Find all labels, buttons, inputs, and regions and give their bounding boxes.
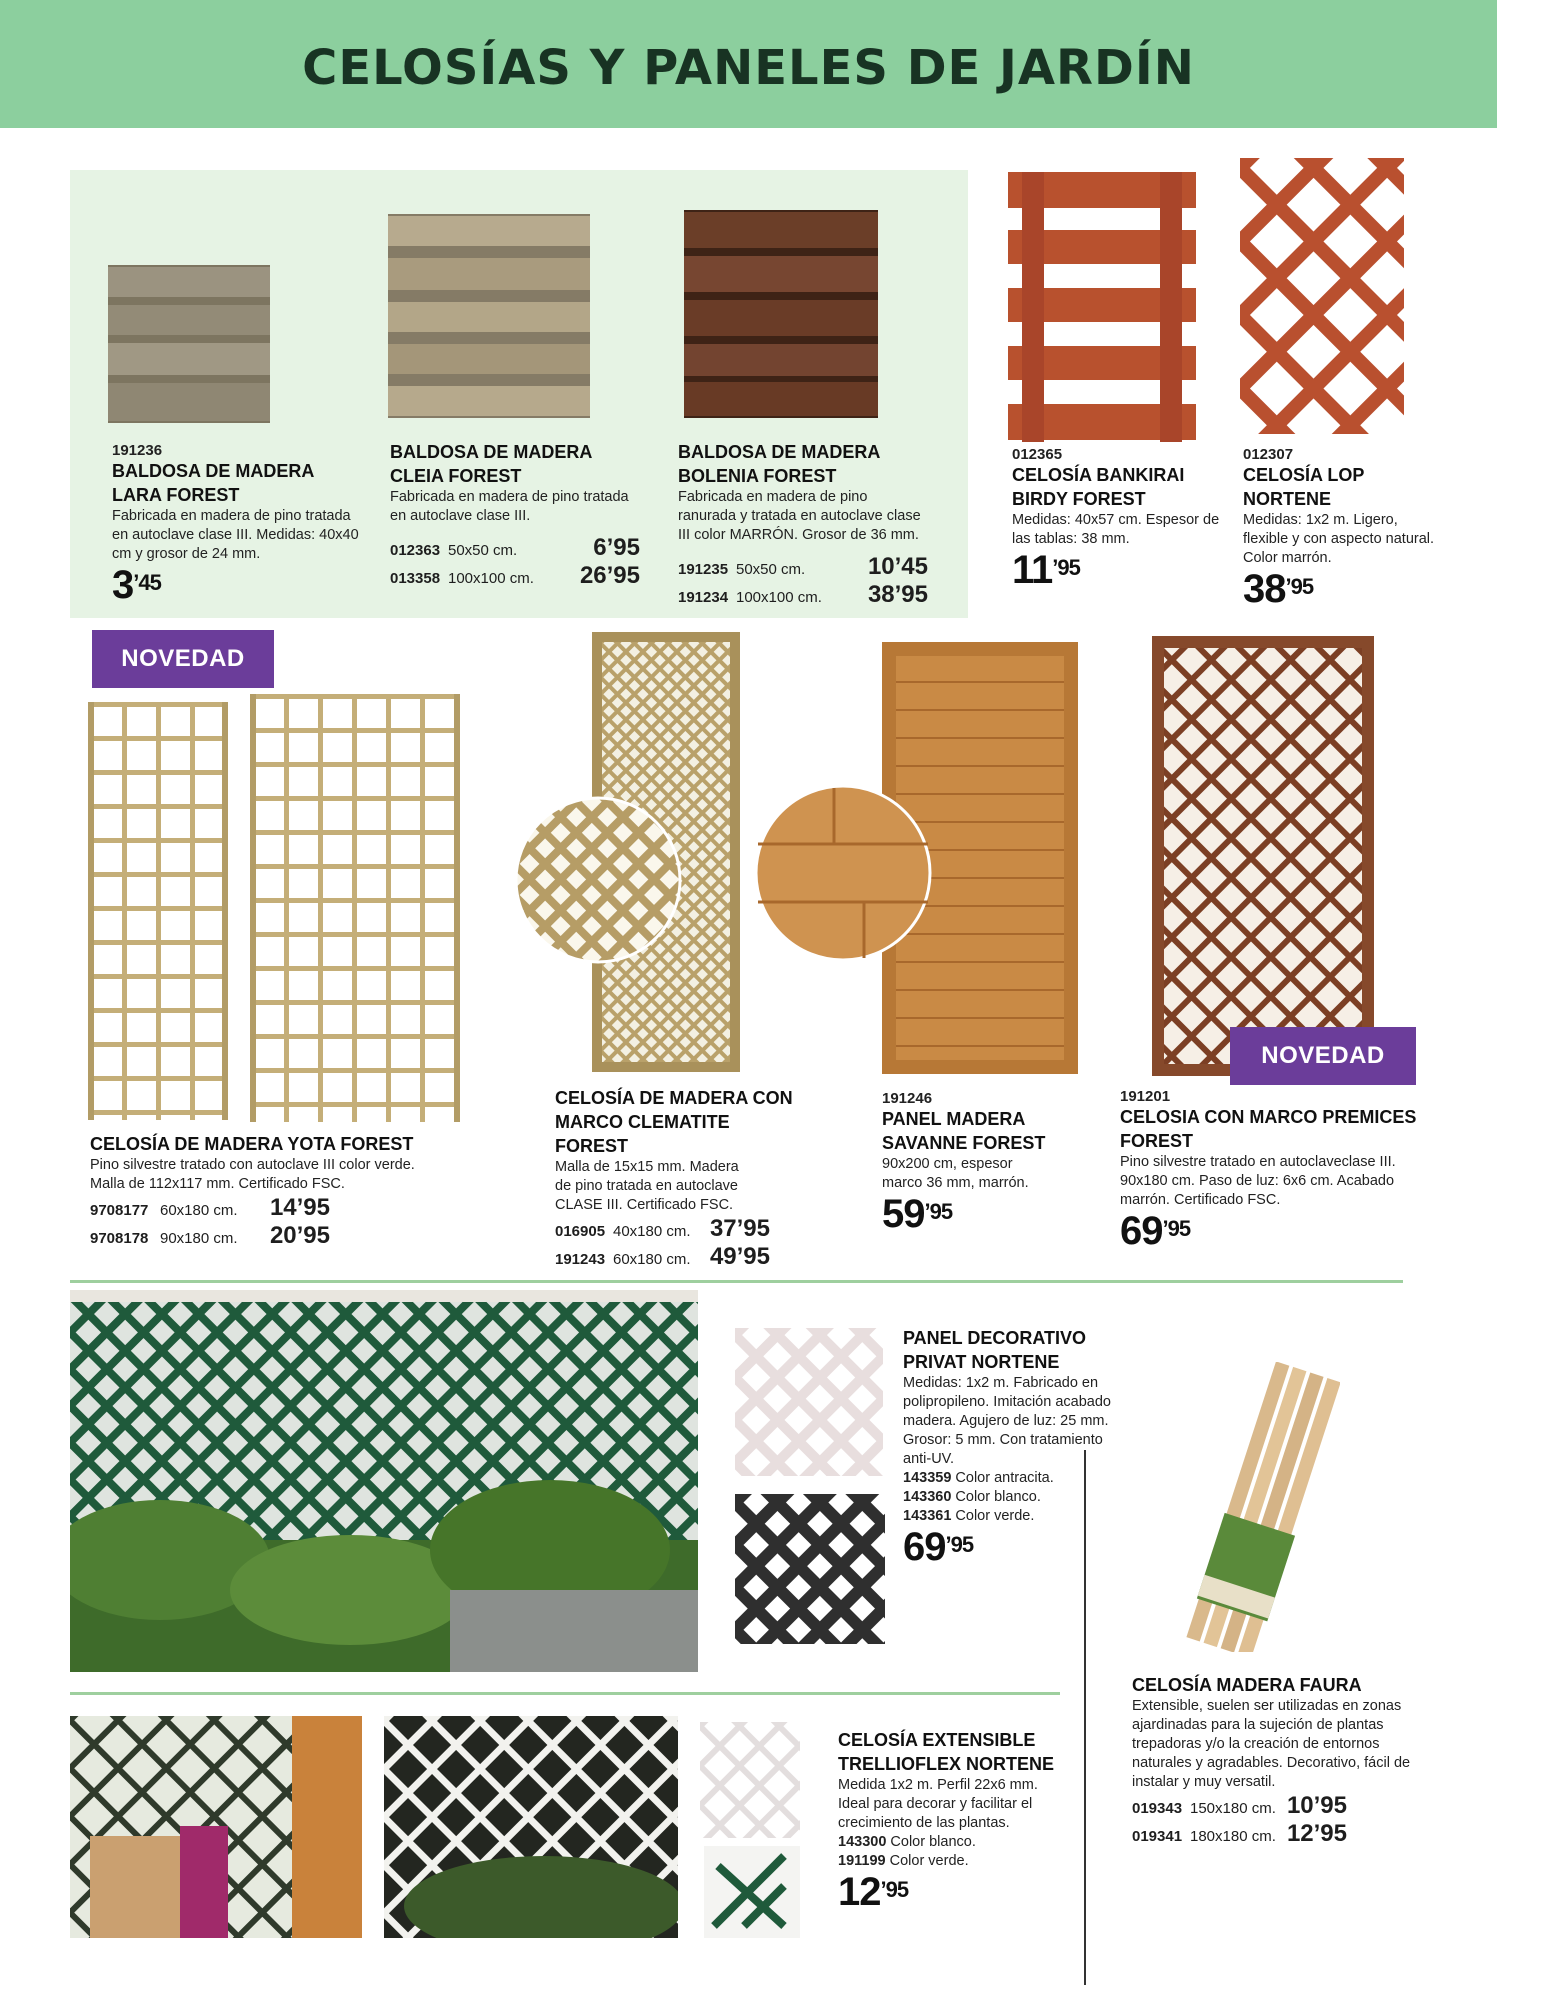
clematite-row-2: 191243 60x180 cm. 49’95 [555, 1243, 770, 1270]
premices-code: 191201 [1120, 1088, 1171, 1105]
premices-desc: Pino silvestre tratado en autoclaveclase III. 90x180 cm. Paso de luz: 6x6 cm. Acabado marrón. Certificado FSC. [1120, 1154, 1396, 1208]
premices-image [1152, 636, 1374, 1076]
clematite-product [555, 1086, 795, 1271]
privat-desc: Medidas: 1x2 m. Fabricado en polipropileno. Imitación acabado madera. Agujero de luz: 25 mm. Grosor: 5 mm. Con tratamiento anti-UV. [903, 1375, 1111, 1467]
bolenia-row-2: 191234 100x100 cm. 38’95 [678, 581, 928, 608]
lara-code: 191236 [112, 442, 163, 459]
yota-wide-image [250, 694, 460, 1122]
faura-title: CELOSÍA MADERA FAURA [1132, 1675, 1362, 1695]
yota-product [90, 1132, 450, 1250]
lara-price: $3^{’45}$ [112, 563, 161, 607]
bolenia-desc: Fabricada en madera de pino ranurada y tratada en autoclave clase III color MARRÓN. Grosor de 36 mm. [678, 489, 921, 543]
birdy-image [1008, 172, 1196, 442]
novedad-badge: NOVEDAD [92, 630, 274, 688]
clematite-title: CELOSÍA DE MADERA CON MARCO CLEMATITE FOREST [555, 1088, 793, 1156]
yota-title: CELOSÍA DE MADERA YOTA FOREST [90, 1134, 414, 1154]
lara-title: BALDOSA DE MADERA LARA FOREST [112, 461, 314, 505]
bolenia-row-1: 191235 50x50 cm. 10’45 [678, 553, 928, 580]
premices-title: CELOSIA CON MARCO PREMICES FOREST [1120, 1107, 1417, 1151]
savanne-desc: 90x200 cm, espesor marco 36 mm, marrón. [882, 1156, 1029, 1191]
bolenia-product [678, 440, 928, 609]
trellis-garden-photo [384, 1716, 678, 1938]
bolenia-title: BALDOSA DE MADERA BOLENIA FOREST [678, 442, 880, 486]
cleia-row-2: 013358 100x100 cm. 26’95 [390, 562, 640, 589]
privat-variant: 143360 Color blanco. [903, 1489, 1041, 1505]
trellis-wall-photo [70, 1716, 362, 1938]
privat-product [903, 1326, 1113, 1568]
faura-desc: Extensible, suelen ser utilizadas en zonas ajardinadas para la sujeción de plantas trepadoras y/o la creación de entornos naturales y agradables. Decorativo, fácil de instalar y muy versatil. [1132, 1698, 1411, 1790]
cleia-row-1: 012363 50x50 cm. 6’95 [390, 534, 640, 561]
premices-price: $69^{’95}$ [1120, 1209, 1191, 1253]
lop-title: CELOSÍA LOP NORTENE [1243, 465, 1365, 509]
trellioflex-title: CELOSÍA EXTENSIBLE TRELLIOFLEX NORTENE [838, 1730, 1054, 1774]
clematite-desc: Malla de 15x15 mm. Madera de pino tratada en autoclave CLASE III. Certificado FSC. [555, 1159, 739, 1213]
birdy-price: $11^{’95}$ [1012, 548, 1080, 592]
page-header [0, 0, 1497, 128]
lop-image [1240, 158, 1404, 434]
savanne-price: $59^{’95}$ [882, 1192, 953, 1236]
cleia-title: BALDOSA DE MADERA CLEIA FOREST [390, 442, 592, 486]
lop-product [1243, 446, 1443, 610]
cleia-product [390, 440, 640, 590]
premices-product [1120, 1088, 1420, 1252]
yota-row-1: 9708177 60x180 cm. 14’95 [90, 1194, 330, 1221]
privat-variant: 143359 Color antracita. [903, 1470, 1054, 1486]
trellioflex-product [838, 1728, 1068, 1913]
privat-price: $69^{’95}$ [903, 1525, 974, 1569]
savanne-code: 191246 [882, 1090, 933, 1107]
privat-white-image [735, 1328, 883, 1476]
page-title: CELOSÍAS Y PANELES DE JARDÍN [302, 40, 1195, 96]
birdy-code: 012365 [1012, 446, 1063, 463]
trellioflex-green-image [704, 1846, 800, 1938]
savanne-product [882, 1090, 1052, 1235]
trellioflex-white-image [700, 1722, 800, 1838]
lara-tile-image [108, 265, 270, 423]
faura-row-1: 019343 150x180 cm. 10’95 [1132, 1792, 1347, 1819]
birdy-desc: Medidas: 40x57 cm. Espesor de las tablas: 38 mm. [1012, 512, 1220, 547]
trellioflex-variant: 143300 Color blanco. [838, 1834, 976, 1850]
faura-product [1132, 1673, 1422, 1848]
yota-row-2: 9708178 90x180 cm. 20’95 [90, 1222, 330, 1249]
lop-desc: Medidas: 1x2 m. Ligero, flexible y con aspecto natural. Color marrón. [1243, 512, 1435, 566]
privat-title: PANEL DECORATIVO PRIVAT NORTENE [903, 1328, 1087, 1372]
lop-code: 012307 [1243, 446, 1294, 463]
cleia-desc: Fabricada en madera de pino tratada en autoclave clase III. [390, 489, 629, 524]
lara-desc: Fabricada en madera de pino tratada en autoclave clase III. Medidas: 40x40 cm y grosor de 24 mm. [112, 508, 359, 562]
clematite-zoom-icon [514, 796, 682, 964]
trellioflex-desc: Medida 1x2 m. Perfil 22x6 mm. Ideal para decorar y facilitar el crecimiento de las plantas. [838, 1777, 1038, 1831]
trellioflex-price: $12^{’95}$ [838, 1870, 909, 1914]
clematite-row-1: 016905 40x180 cm. 37’95 [555, 1215, 770, 1242]
birdy-title: CELOSÍA BANKIRAI BIRDY FOREST [1012, 465, 1185, 509]
bolenia-tile-image [684, 210, 878, 418]
novedad-badge: NOVEDAD [1230, 1027, 1416, 1085]
trellioflex-variant: 191199 Color verde. [838, 1853, 969, 1869]
savanne-title: PANEL MADERA SAVANNE FOREST [882, 1109, 1046, 1153]
yota-narrow-image [88, 702, 228, 1120]
garden-fence-photo [70, 1290, 698, 1672]
savanne-zoom-icon [754, 784, 932, 962]
section-divider [70, 1280, 1403, 1283]
cleia-tile-image [388, 214, 590, 418]
section-divider [70, 1692, 1060, 1695]
birdy-product [1012, 446, 1222, 591]
yota-desc: Pino silvestre tratado con autoclave III color verde. Malla de 112x117 mm. Certificado FSC. [90, 1157, 415, 1192]
faura-image [1170, 1362, 1340, 1652]
lop-price: $38^{’95}$ [1243, 567, 1314, 611]
faura-row-2: 019341 180x180 cm. 12’95 [1132, 1820, 1347, 1847]
privat-anthracite-image [735, 1494, 885, 1644]
privat-variant: 143361 Color verde. [903, 1508, 1035, 1524]
lara-product [112, 442, 362, 606]
